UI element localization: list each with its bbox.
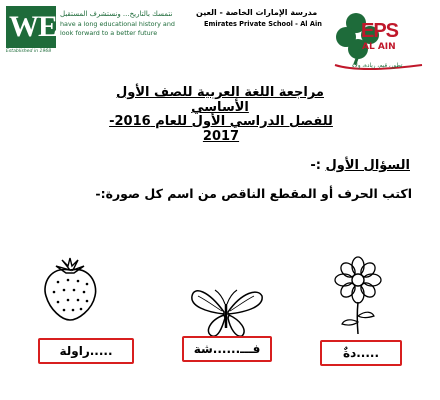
strawberry-icon [40, 256, 100, 322]
we-logo-text: WE [9, 10, 58, 43]
school-name-arabic: مدرسة الإمارات الخاصة - العين [196, 8, 318, 17]
question-instruction: اكتب الحرف أو المقطع الناقص من اسم كل صورة:- [95, 186, 412, 201]
butterfly-icon [188, 284, 266, 340]
we-logo [6, 6, 56, 48]
question-label: السؤال الأول [325, 158, 410, 173]
we-established: Established in 1968 [6, 49, 52, 54]
answer-text-flower: .....دةٌ [342, 346, 380, 360]
answer-text-strawberry: .....راولة [59, 344, 113, 358]
we-slogan-english: have a long educational history and look forward to a better future [60, 20, 175, 37]
school-name-english: Emirates Private School - Al Ain [204, 20, 322, 28]
eps-logo-tagline: تطور، قيم، ريادة، ولاء [352, 63, 403, 69]
eps-logo-text: EPS [361, 20, 399, 42]
answer-text-butterfly: فـــ......شة [193, 342, 261, 356]
eps-logo-subtext: AL AIN [362, 42, 396, 52]
we-slogan-arabic: نتمسك بالتاريخ... ونستشرف المستقبل [60, 10, 173, 18]
worksheet-subtitle: للفصل الدراسي الأول للعام 2016-2017 [109, 114, 333, 144]
question-heading [310, 158, 410, 173]
answer-box-butterfly[interactable] [182, 336, 272, 362]
flower-icon [330, 256, 386, 336]
worksheet-title: مراجعة اللغة العربية للصف الأول الأساسي [116, 85, 324, 115]
answer-box-strawberry[interactable] [38, 338, 134, 364]
answer-box-flower[interactable] [320, 340, 402, 366]
question-suffix: :- [310, 158, 326, 173]
